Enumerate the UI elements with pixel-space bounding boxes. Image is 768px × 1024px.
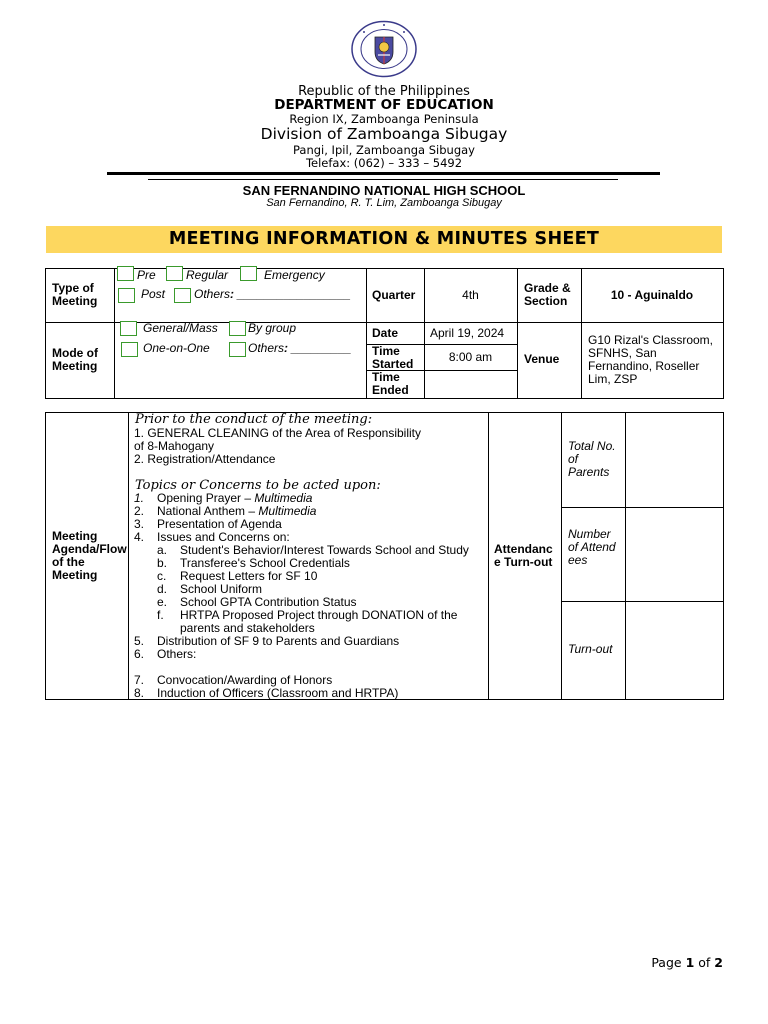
agenda-subitem: School GPTA Contribution Status (180, 595, 357, 609)
prior-heading: Prior to the conduct of the meeting: (135, 412, 373, 427)
option-regular-label: Regular (186, 268, 229, 282)
agenda-subitem-num: d. (157, 582, 168, 596)
checkbox-pre[interactable] (117, 266, 134, 281)
option-post-label: Post (141, 287, 166, 301)
option-by-group-label: By group (248, 321, 297, 335)
agenda-subitem-num: b. (157, 556, 168, 570)
agenda-item: Issues and Concerns on: (157, 530, 290, 544)
agenda-subitem: HRTPA Proposed Project through DONATION of the parents and stakeholders (180, 608, 458, 635)
republic-line: Republic of the Philippines (298, 84, 470, 99)
agenda-item-num: 2. (134, 504, 145, 518)
prior-item: 2. Registration/Attendance (134, 452, 276, 466)
checkbox-by-group[interactable] (229, 321, 246, 336)
option-general-mass-label: General/Mass (143, 321, 218, 335)
agenda-item: Opening Prayer – Multimedia (157, 491, 313, 505)
quarter-value: 4th (462, 288, 479, 302)
date-label: Date (372, 326, 399, 340)
checkbox-one-on-one[interactable] (121, 342, 138, 357)
time-started-label: Time Started (372, 344, 414, 371)
sheet-title-banner: MEETING INFORMATION & MINUTES SHEET (46, 226, 722, 253)
page-number: Page 1 of 2 (651, 955, 723, 970)
turnout-label: Turn-out (568, 642, 613, 656)
checkbox-others-mode[interactable] (229, 342, 246, 357)
time-ended-label: Time Ended (372, 370, 409, 397)
option-pre-label: Pre (137, 268, 156, 282)
agenda-item-num: 8. (134, 686, 145, 700)
type-of-meeting-label: Type of Meeting (52, 281, 98, 308)
agenda-label: Meeting Agenda/Flow of the Meeting (52, 529, 127, 582)
option-others-mode-label: Others: _________ (248, 341, 352, 355)
agenda-item: Convocation/Awarding of Honors (157, 673, 333, 687)
agenda-subitem-num: a. (157, 543, 168, 557)
agenda-item-num: 4. (134, 530, 145, 544)
agenda-subitem-num: c. (157, 569, 167, 583)
checkbox-regular[interactable] (166, 266, 183, 281)
total-parents-label: Total No. of Parents (568, 439, 616, 479)
telefax-line: Telefax: (062) – 333 – 5492 (305, 156, 463, 170)
topics-heading: Topics or Concerns to be acted upon: (135, 478, 381, 493)
region-line: Region IX, Zamboanga Peninsula (289, 112, 479, 126)
prior-item: 1. GENERAL CLEANING of the Area of Responsibility of 8-Mahogany (134, 426, 422, 453)
quarter-label: Quarter (372, 288, 416, 302)
agenda-subitem: Transferee's School Credentials (180, 556, 350, 570)
header-rule-thick (107, 172, 660, 175)
checkbox-general-mass[interactable] (120, 321, 137, 336)
number-of-attendees-label: Number of Attendees (568, 527, 616, 567)
agenda-item-num: 3. (134, 517, 145, 531)
agenda-subitem: Student's Behavior/Interest Towards School and Study (180, 543, 469, 557)
agenda-subitem: Request Letters for SF 10 (180, 569, 318, 583)
address-line: Pangi, Ipil, Zamboanga Sibugay (293, 143, 475, 157)
school-address: San Fernandino, R. T. Lim, Zamboanga Sibugay (266, 197, 502, 209)
agenda-item: Presentation of Agenda (157, 517, 282, 531)
checkbox-post[interactable] (118, 288, 135, 303)
agenda-subitem-num: e. (157, 595, 168, 609)
venue-label: Venue (524, 352, 560, 366)
header-rule-thin (148, 179, 618, 180)
deped-seal-logo (350, 20, 418, 78)
mode-of-meeting-label: Mode of Meeting (52, 346, 98, 373)
option-emergency-label: Emergency (264, 268, 325, 282)
checkbox-others-type[interactable] (174, 288, 191, 303)
department-line: DEPARTMENT OF EDUCATION (274, 97, 494, 113)
option-others-type-label: Others: _________________ (194, 287, 351, 301)
time-started-value: 8:00 am (448, 350, 493, 364)
agenda-item-num: 1. (134, 491, 145, 505)
school-name: SAN FERNANDINO NATIONAL HIGH SCHOOL (242, 183, 526, 198)
agenda-subitem-num: f. (157, 608, 164, 622)
agenda-subitem: School Uniform (180, 582, 263, 596)
option-one-on-one-label: One-on-One (143, 341, 210, 355)
checkbox-emergency[interactable] (240, 266, 257, 281)
agenda-item-num: 5. (134, 634, 145, 648)
agenda-item: National Anthem – Multimedia (157, 504, 317, 518)
agenda-item: Induction of Officers (Classroom and HRTPA) (157, 686, 399, 700)
agenda-item: Others: (157, 647, 197, 661)
grade-section-label: Grade & Section (524, 281, 571, 308)
agenda-item-num: 7. (134, 673, 145, 687)
venue-value: G10 Rizal's Classroom, SFNHS, San Fernandino, Roseller Lim, ZSP (588, 333, 713, 386)
date-value: April 19, 2024 (430, 326, 505, 340)
attendance-turnout-label: Attendance Turn-out (494, 542, 553, 569)
agenda-item-num: 6. (134, 647, 145, 661)
division-line: Division of Zamboanga Sibugay (260, 125, 508, 143)
agenda-item: Distribution of SF 9 to Parents and Guardians (157, 634, 400, 648)
grade-section-value: 10 - Aguinaldo (610, 288, 694, 302)
